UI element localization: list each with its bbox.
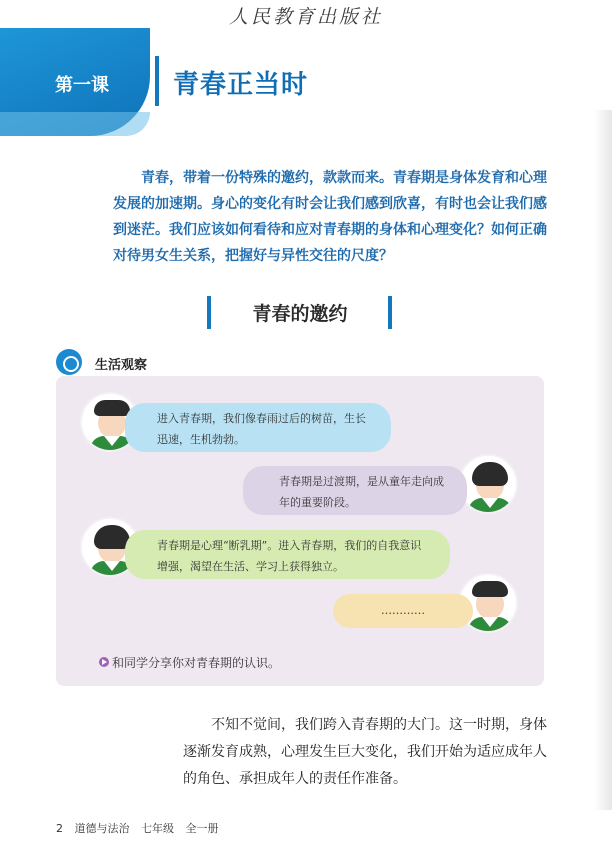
speech-bubble-1: 进入青春期，我们像春雨过后的树苗，生长迅速，生机勃勃。 <box>125 403 391 452</box>
observation-label: 生活观察 <box>95 358 148 373</box>
section-bar-left <box>207 296 211 329</box>
section-title: 青春的邀约 <box>252 303 348 325</box>
speech-bubble-2: 青春期是过渡期，是从童年走向成年的重要阶段。 <box>243 466 467 515</box>
speech-bubble-4: ………… <box>333 594 473 628</box>
publisher-logo: 人民教育出版社 <box>228 6 383 28</box>
footer-subject: 道德与法治 <box>74 822 130 835</box>
footer-grade: 七年级 <box>141 822 174 835</box>
observation-icon <box>56 349 82 375</box>
intro-paragraph: 青春，带着一份特殊的邀约，款款而来。青春期是身体发育和心理发展的加速期。身心的变化有时会让我们感到欣喜，有时也会让我们感到迷茫。我们应该如何看待和应对青春期的身体和心理变化？如何正确对待男女生关系，把握好与异性交往的尺度？ <box>113 170 547 264</box>
title-divider <box>155 56 159 106</box>
footer-volume: 全一册 <box>185 822 219 835</box>
speech-bubble-3: 青春期是心理“断乳期”。进入青春期，我们的自我意识增强，渴望在生活、学习上获得独立。 <box>125 530 450 579</box>
page-footer <box>56 820 227 836</box>
girl-avatar <box>458 454 518 514</box>
lesson-title: 青春正当时 <box>173 70 309 100</box>
page-number: 2 <box>56 822 63 835</box>
section-bar-right <box>388 296 392 329</box>
play-arrow-icon <box>99 657 109 667</box>
discussion-prompt: 和同学分享你对青春期的认识。 <box>112 656 281 670</box>
page-edge-shadow <box>594 110 612 810</box>
lesson-label: 第一课 <box>55 75 109 96</box>
body-paragraph: 不知不觉间，我们跨入青春期的大门。这一时期，身体逐渐发育成熟，心理发生巨大变化，我们开始为适应成年人的角色、承担成年人的责任作准备。 <box>183 717 547 787</box>
